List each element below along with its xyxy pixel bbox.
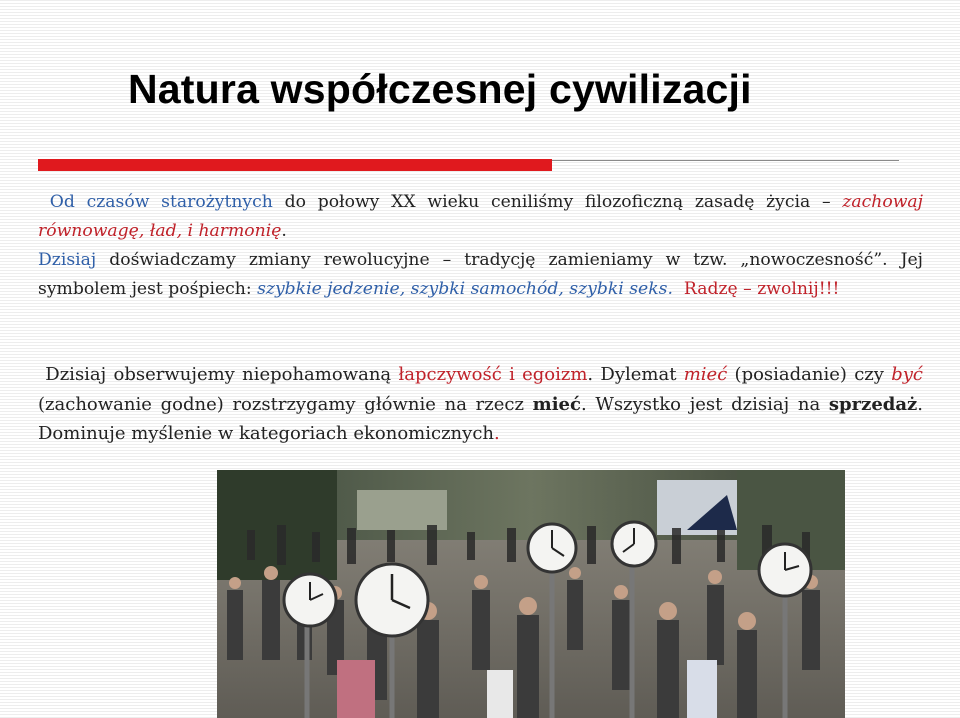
text-span: doświadczamy zmiany rewolucyjne – tradycję zamieniamy w tzw. „nowoczesność”. Jej symbolem jest pośpiech:: [38, 250, 923, 299]
paragraph-history: [38, 188, 923, 304]
text-span: . Wszystko jest dzisiaj na: [580, 393, 829, 415]
word-be: być: [891, 364, 923, 385]
phrase-fast-things: szybkie jedzenie, szybki samochód, szybki seks.: [257, 279, 673, 299]
text-span: (posiadanie) czy: [727, 364, 892, 385]
text-span: Dzisiaj obserwujemy niepohamowaną: [45, 364, 399, 385]
phrase-today: Dzisiaj: [38, 250, 97, 270]
text-span: . Dominuje myślenie w kategoriach ekonomicznych: [38, 393, 923, 444]
phrase-balance: zachowaj równowagę, ład, i harmonię: [38, 192, 923, 241]
text-span: do połowy XX wieku ceniliśmy filozoficzną zasadę życia –: [272, 192, 843, 212]
title-underline-line: [552, 160, 899, 161]
text-span: .: [494, 423, 500, 444]
paragraph-today: [38, 360, 923, 449]
text-span: .: [281, 221, 287, 241]
crowd-photo: [217, 470, 845, 718]
word-have-bold: mieć: [532, 393, 581, 415]
text-span: (zachowanie godne) rozstrzygamy głównie na rzecz: [38, 393, 533, 415]
phrase-slow-down: Radzę – zwolnij!!!: [683, 279, 840, 299]
phrase-ancient-times: Od czasów starożytnych: [49, 192, 273, 212]
word-sale: sprzedaż: [828, 393, 918, 415]
slide-title: Natura współczesnej cywilizacji: [128, 66, 752, 112]
word-have: mieć: [683, 364, 728, 385]
text-span: . Dylemat: [587, 364, 684, 385]
title-underline-bar: [38, 159, 552, 171]
phrase-greed: łapczywość i egoizm: [398, 364, 588, 385]
